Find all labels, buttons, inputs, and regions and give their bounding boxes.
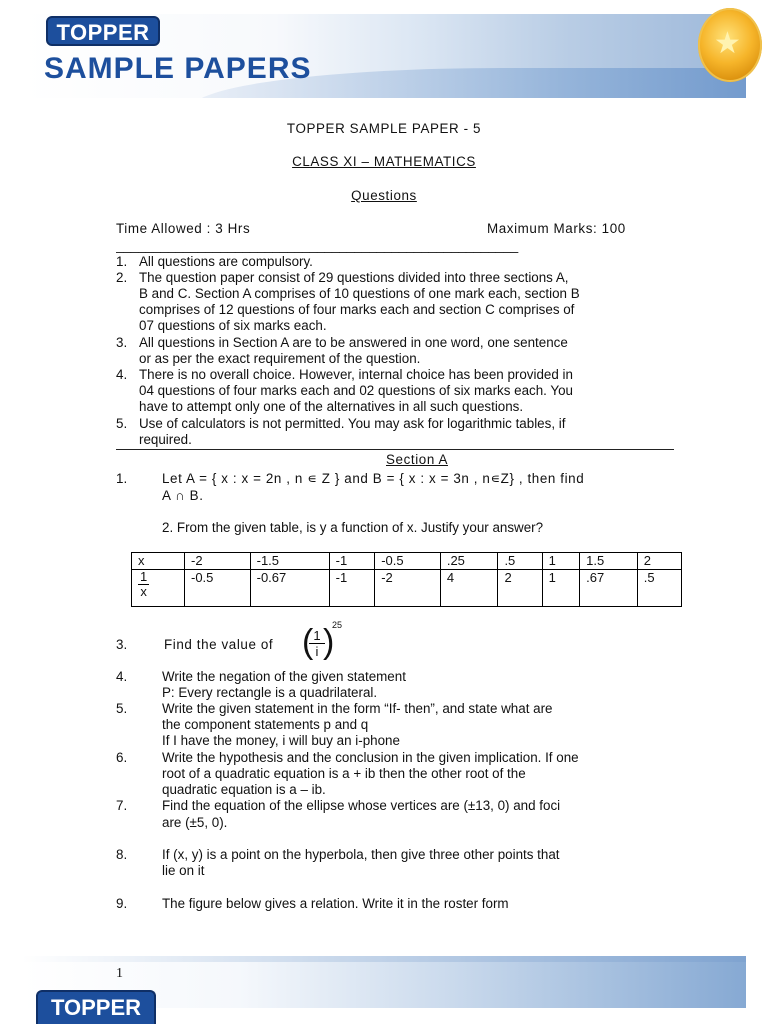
q4-number: 4. [116, 669, 128, 684]
q4-line: P: Every rectangle is a quadrilateral. [162, 685, 378, 700]
table-row [132, 570, 682, 607]
instruction-number: 3. [116, 335, 128, 350]
q7-number: 7. [116, 798, 128, 813]
table-cell: 1.5 [580, 553, 638, 570]
q7-line: are (±5, 0). [162, 815, 228, 830]
q8-line: lie on it [162, 863, 205, 878]
q4-line: Write the negation of the given statement [162, 669, 406, 684]
table-cell: x [132, 553, 185, 570]
table-row [132, 553, 682, 570]
q3-fraction: 1 i [309, 628, 325, 659]
right-paren: ) [323, 623, 335, 661]
q6-line: root of a quadratic equation is a + ib then the other root of the [162, 766, 526, 781]
one-over-x-fraction: $\frac{1}{x}$ [140, 569, 148, 599]
table-cell: 2 [637, 553, 681, 570]
table-cell: 1 [542, 553, 580, 570]
q3-number: 3. [116, 637, 128, 652]
brand-title: SAMPLE PAPERS [44, 52, 312, 85]
table-cell: 1 [542, 570, 580, 607]
instruction-number: 4. [116, 367, 128, 382]
section-divider [116, 449, 674, 450]
topper-logo: TOPPER [46, 16, 160, 46]
q6-line: quadratic equation is a – ib. [162, 782, 326, 797]
q1-line: Let A = { x : x = 2n , n ∊ Z } and B = { x : x = 3n , n∊Z} , then find [162, 471, 585, 486]
q5-number: 5. [116, 701, 128, 716]
q1-line: A ∩ B. [162, 488, 204, 503]
q6-number: 6. [116, 750, 128, 765]
instruction-line: 04 questions of four marks each and 02 questions of six marks each. You [139, 383, 573, 398]
instruction-number: 1. [116, 254, 128, 269]
section-a-heading: Section A [386, 452, 448, 467]
table-cell: 4 [440, 570, 498, 607]
q5-line: Write the given statement in the form “If- then”, and state what are [162, 701, 553, 716]
paper-title: TOPPER SAMPLE PAPER - 5 [286, 121, 482, 136]
q3-exponent: 25 [332, 620, 343, 630]
instruction-number: 2. [116, 270, 128, 285]
instruction-line: The question paper consist of 29 questions divided into three sections A, [139, 270, 569, 285]
q8-number: 8. [116, 847, 128, 862]
table-cell: -1 [329, 570, 375, 607]
table-cell: 2 [498, 570, 542, 607]
time-allowed: Time Allowed : 3 Hrs [116, 221, 251, 236]
footer-topper-logo: TOPPER [36, 990, 156, 1024]
maximum-marks: Maximum Marks: 100 [487, 221, 626, 236]
table-cell: -2 [375, 570, 441, 607]
instruction-line: All questions in Section A are to be answered in one word, one sentence [139, 335, 568, 350]
table-cell: -1.5 [250, 553, 329, 570]
table-cell: -1 [329, 553, 375, 570]
table-cell: .67 [580, 570, 638, 607]
q9-number: 9. [116, 896, 128, 911]
q5-line: If I have the money, i will buy an i-phone [162, 733, 400, 748]
table-cell: -0.5 [185, 570, 251, 607]
separator-rule: ______________________________________________________ [116, 238, 519, 253]
instruction-line: required. [139, 432, 192, 447]
instruction-line: have to attempt only one of the alternatives in all such questions. [139, 399, 524, 414]
q7-line: Find the equation of the ellipse whose vertices are (±13, 0) and foci [162, 798, 561, 813]
q2-text: 2. From the given table, is y a function of x. Justify your answer? [162, 520, 544, 535]
function-table [131, 552, 682, 607]
questions-heading: Questions [351, 188, 417, 203]
table-cell: .5 [498, 553, 542, 570]
instruction-line: Use of calculators is not permitted. You may ask for logarithmic tables, if [139, 416, 566, 431]
table-cell [132, 570, 185, 607]
q3-text: Find the value of [164, 637, 274, 652]
q9-line: The figure below gives a relation. Write it in the roster form [162, 896, 509, 911]
q6-line: Write the hypothesis and the conclusion in the given implication. If one [162, 750, 579, 765]
table-cell: .5 [637, 570, 681, 607]
instruction-line: or as per the exact requirement of the question. [139, 351, 421, 366]
left-paren: ( [302, 623, 314, 661]
q1-number: 1. [116, 471, 128, 486]
table-cell: -0.5 [375, 553, 441, 570]
instruction-line: 07 questions of six marks each. [139, 318, 327, 333]
star-coin-icon: ★ [698, 8, 762, 82]
q5-line: the component statements p and q [162, 717, 369, 732]
class-line: CLASS XI – MATHEMATICS [292, 154, 476, 169]
table-cell: .25 [440, 553, 498, 570]
page-number: 1 [116, 966, 123, 981]
instruction-line: All questions are compulsory. [139, 254, 313, 269]
instruction-line: B and C. Section A comprises of 10 questions of one mark each, section B [139, 286, 580, 301]
q8-line: If (x, y) is a point on the hyperbola, then give three other points that [162, 847, 560, 862]
instruction-line: comprises of 12 questions of four marks each and section C comprises of [139, 302, 575, 317]
table-cell: -2 [185, 553, 251, 570]
table-cell: -0.67 [250, 570, 329, 607]
instruction-line: There is no overall choice. However, internal choice has been provided in [139, 367, 573, 382]
instruction-number: 5. [116, 416, 128, 431]
